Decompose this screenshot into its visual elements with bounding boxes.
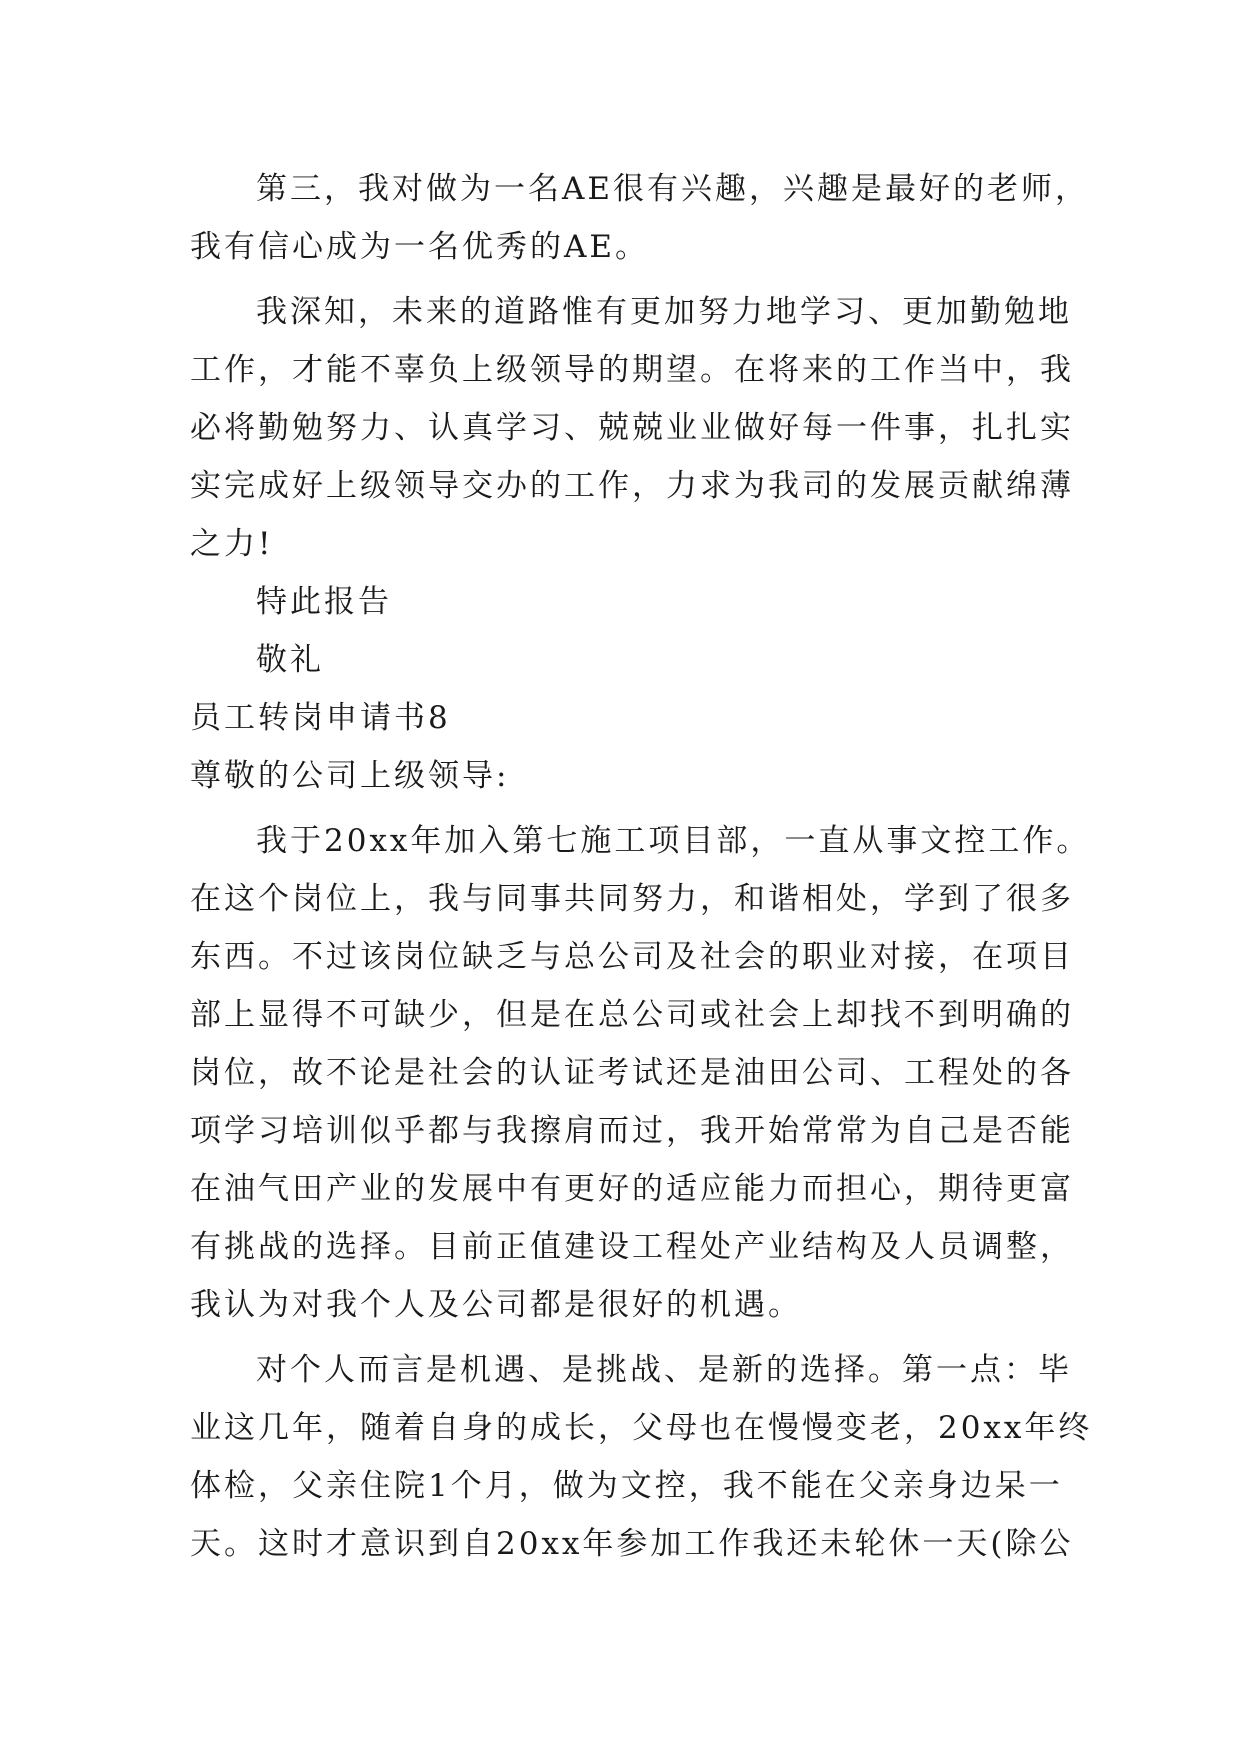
text-line: 必将勤勉努力、认真学习、兢兢业业做好每一件事，扎扎实 xyxy=(190,410,1074,446)
greeting-line: 尊敬的公司上级领导: xyxy=(190,758,510,794)
text-line: 实完成好上级领导交办的工作，力求为我司的发展贡献绵薄 xyxy=(190,468,1074,504)
text-line: 之力! xyxy=(190,526,274,562)
text-line: 部上显得不可缺少，但是在总公司或社会上却找不到明确的 xyxy=(190,997,1074,1033)
text-line: 在这个岗位上，我与同事共同努力，和谐相处，学到了很多 xyxy=(190,881,1074,917)
text-line: 东西。不过该岗位缺乏与总公司及社会的职业对接，在项目 xyxy=(190,939,1074,975)
text-line: 工作，才能不辜负上级领导的期望。在将来的工作当中，我 xyxy=(190,352,1074,388)
text-line: 第三，我对做为一名AE很有兴趣，兴趣是最好的老师， xyxy=(256,171,1090,207)
section-title: 员工转岗申请书8 xyxy=(190,700,451,736)
text-line: 体检，父亲住院1个月，做为文控，我不能在父亲身边呆一 xyxy=(190,1468,1063,1504)
text-line: 我认为对我个人及公司都是很好的机遇。 xyxy=(190,1287,802,1323)
text-line: 项学习培训似乎都与我擦肩而过，我开始常常为自己是否能 xyxy=(190,1113,1074,1149)
salutation-line: 敬礼 xyxy=(256,642,324,678)
text-line: 我深知，未来的道路惟有更加努力地学习、更加勤勉地 xyxy=(256,294,1072,330)
text-line: 岗位，故不论是社会的认证考试还是油田公司、工程处的各 xyxy=(190,1055,1074,1091)
text-line: 我有信心成为一名优秀的AE。 xyxy=(190,229,650,265)
text-line: 有挑战的选择。目前正值建设工程处产业结构及人员调整， xyxy=(190,1229,1074,1265)
text-line: 在油气田产业的发展中有更好的适应能力而担心，期待更富 xyxy=(190,1171,1074,1207)
text-line: 我于20xx年加入第七施工项目部，一直从事文控工作。 xyxy=(256,823,1091,859)
text-line: 天。这时才意识到自20xx年参加工作我还未轮休一天(除公 xyxy=(190,1526,1074,1562)
text-line: 业这几年，随着自身的成长，父母也在慢慢变老，20xx年终 xyxy=(190,1410,1093,1446)
document-body xyxy=(190,160,1093,1573)
text-line: 对个人而言是机遇、是挑战、是新的选择。第一点：毕 xyxy=(256,1352,1072,1388)
closing-line: 特此报告 xyxy=(256,584,392,620)
